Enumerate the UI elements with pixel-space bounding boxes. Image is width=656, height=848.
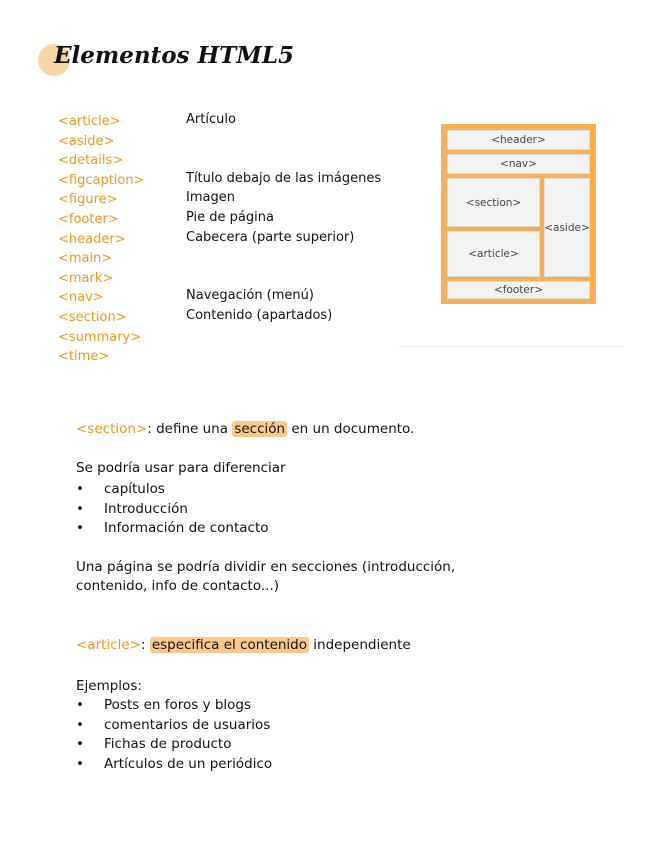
- article-separator: :: [140, 637, 150, 653]
- tag-item: <nav>: [58, 290, 104, 306]
- diagram-nav-box: <nav>: [447, 154, 590, 174]
- description-list: [186, 110, 381, 365]
- tag-item: <summary>: [58, 329, 142, 345]
- list-item: • Artículos de un periódico: [76, 755, 273, 772]
- list-item: • capítulos: [76, 481, 165, 497]
- section-text-post: en un documento.: [287, 421, 415, 437]
- tag-description: [186, 326, 381, 346]
- tag-description: Título debajo de las imágenes: [186, 170, 382, 186]
- page-title: Elementos HTML5: [54, 42, 294, 69]
- tag-item: <figcaption>: [58, 172, 145, 188]
- section-tag: <section>: [76, 421, 148, 437]
- article-text-post: independiente: [309, 637, 411, 653]
- tag-item: <footer>: [58, 211, 119, 227]
- tag-item: <mark>: [58, 270, 114, 286]
- section-paragraph-line2: contenido, info de contacto...): [76, 578, 280, 594]
- tag-description: Pie de página: [186, 209, 274, 225]
- tag-description: Artículo: [186, 112, 236, 127]
- diagram-header-box: <header>: [447, 130, 590, 150]
- divider: [398, 346, 624, 347]
- tag-description: [186, 345, 381, 365]
- diagram-aside-box: <aside>: [544, 178, 590, 277]
- section-paragraph-line1: Una página se podría dividir en secciones (introducción,: [76, 559, 456, 575]
- diagram-section-box: <section>: [447, 178, 540, 227]
- diagram-footer-box: <footer>: [447, 281, 590, 299]
- section-intro: Se podría usar para diferenciar: [76, 460, 286, 476]
- tag-list: [58, 112, 145, 367]
- tag-description: [186, 247, 381, 267]
- section-separator: :: [147, 421, 157, 437]
- tag-item: <article>: [58, 114, 121, 129]
- tag-item: <aside>: [58, 133, 115, 149]
- tag-description: [186, 130, 381, 150]
- tag-description: [186, 149, 381, 169]
- section-definition: [76, 421, 414, 437]
- list-item: • Introducción: [76, 500, 188, 517]
- section-text-pre: define una: [156, 421, 233, 437]
- tag-item: <main>: [58, 251, 113, 267]
- diagram-article-box: <article>: [447, 231, 540, 277]
- list-item: • Posts en foros y blogs: [76, 697, 252, 713]
- tag-item: <section>: [58, 309, 127, 325]
- tag-item: <figure>: [58, 192, 118, 208]
- tag-description: Contenido (apartados): [186, 307, 333, 323]
- tag-description: [186, 267, 381, 287]
- article-highlight: especifica el contenido: [151, 637, 308, 653]
- tag-item: <time>: [58, 349, 110, 365]
- list-item: • Fichas de producto: [76, 736, 232, 752]
- list-item: • comentarios de usuarios: [76, 716, 271, 733]
- tag-description: Cabecera (parte superior): [186, 229, 355, 245]
- article-definition: [76, 637, 411, 653]
- article-tag: <article>: [76, 637, 141, 653]
- section-bullet-list: [76, 480, 269, 539]
- section-highlight: sección: [234, 421, 286, 437]
- layout-diagram: [441, 124, 596, 304]
- article-bullet-list: [76, 696, 272, 774]
- list-item: • Información de contacto: [76, 520, 269, 536]
- tag-item: <details>: [58, 153, 124, 169]
- tag-item: <header>: [58, 231, 126, 247]
- tag-description: Navegación (menú): [186, 288, 314, 304]
- article-intro: Ejemplos:: [76, 678, 142, 694]
- tag-description: Imagen: [186, 190, 235, 206]
